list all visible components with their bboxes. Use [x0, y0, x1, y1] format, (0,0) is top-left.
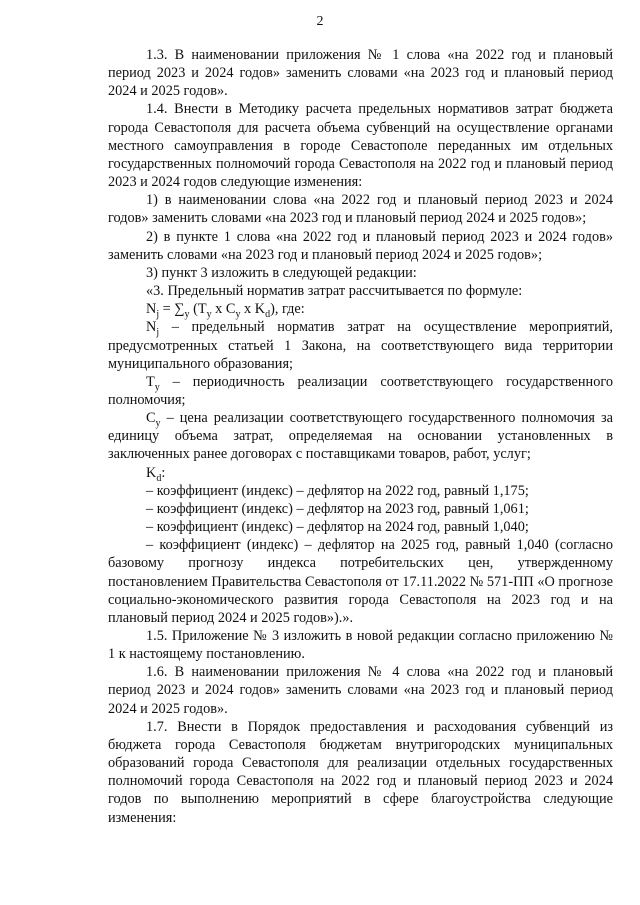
cy-text: – цена реализации соответствующего государственного полномочия за единицу объема затрат, определяемая на основании установленных в заключенных ранее договорах с поставщиками товаров, работ, услуг;: [108, 410, 613, 463]
subitem-1: 1) в наименовании слова «на 2022 год и плановый период 2023 и 2024 годов» заменить словами «на 2023 год и плановый период 2024 и 2025 годов»;: [108, 192, 613, 227]
formula-k-sub: d: [265, 309, 271, 321]
nj-sub: j: [156, 327, 160, 339]
coefficient-2024: – коэффициент (индекс) – дефлятор на 2024 год, равный 1,040;: [146, 519, 529, 536]
formula-close: ), где:: [270, 301, 305, 318]
formula-sum: = ∑: [159, 301, 185, 318]
formula-c-sub: y: [235, 309, 241, 321]
nj-symbol: N: [146, 319, 157, 336]
cy-symbol: C: [146, 410, 156, 427]
definition-cy: [108, 409, 613, 463]
ty-symbol: T: [146, 373, 155, 390]
kd-symbol: K: [146, 464, 157, 481]
page-number: 2: [316, 14, 324, 29]
formula-lhs: N: [146, 301, 157, 318]
ty-sub: y: [154, 381, 160, 393]
coefficient-2023: – коэффициент (индекс) – дефлятор на 2023 год, равный 1,061;: [146, 500, 529, 517]
formula: [108, 300, 613, 321]
coefficient-2022: – коэффициент (индекс) – дефлятор на 2022 год, равный 1,175;: [146, 482, 529, 499]
ty-text: – периодичность реализации соответствующего государственного полномочия;: [108, 373, 613, 408]
formula-open: (T: [189, 301, 207, 318]
subitem-3: 3) пункт 3 изложить в следующей редакции:: [146, 264, 417, 281]
norm-intro: «3. Предельный норматив затрат рассчитывается по формуле:: [146, 283, 523, 300]
paragraph-1-5: 1.5. Приложение № 3 изложить в новой редакции согласно приложению № 1 к настоящему постановлению.: [108, 628, 613, 663]
formula-times-k: x K: [240, 301, 266, 318]
formula-sum-sub: y: [184, 309, 190, 321]
cy-sub: y: [155, 417, 161, 429]
coefficient-2025: – коэффициент (индекс) – дефлятор на 2025 год, равный 1,040 (согласно базовому прогнозу индекса потребительских цен, утвержденному постановлением Правительства Севастополя от 17.11.2022 № 571-ПП «О прогнозе социально-экономического развития города Севастополя на 2023 год и на плановый период 2024 и 2025 годов»).».: [108, 537, 613, 626]
kd-sub: d: [156, 472, 162, 484]
subitem-2: 2) в пункте 1 слова «на 2022 год и плановый период 2023 и 2024 годов» заменить словами «на 2023 год и плановый период 2024 и 2025 годов»;: [108, 228, 613, 263]
paragraph-1-4: 1.4. Внести в Методику расчета предельных нормативов затрат бюджета города Севастополя для расчета объема субвенций на осуществление органами местного самоуправления в городе Севастополе переданных им отдельных государственных полномочий города Севастополя на 2022 год и плановый период 2023 и 2024 годов следующие изменения:: [108, 101, 613, 191]
paragraph-1-3: 1.3. В наименовании приложения № 1 слова «на 2022 год и плановый период 2023 и 2024 годов» заменить словами «на 2023 год и плановый период 2024 и 2025 годов».: [108, 47, 613, 100]
formula-lhs-sub: j: [156, 309, 160, 321]
formula-t-sub: y: [206, 309, 212, 321]
definition-ty: [108, 373, 613, 409]
paragraph-1-6: 1.6. В наименовании приложения № 4 слова «на 2022 год и плановый период 2023 и 2024 годов» заменить словами «на 2023 год и плановый период 2024 и 2025 годов».: [108, 664, 613, 717]
paragraph-1-7: 1.7. Внести в Порядок предоставления и расходования субвенций из бюджета города Севастополя бюджетам внутригородских муниципальных образований города Севастополя для реализации отдельных государственных полномочий города Севастополя на 2022 год и плановый период 2023 и 2024 годов по выполнению мероприятий в сфере благоустройства следующие изменения:: [108, 718, 613, 826]
nj-text: – предельный норматив затрат на осуществление мероприятий, предусмотренных статьей 1 Закона, на соответствующего вида территории муниципального образования;: [108, 319, 613, 372]
document-body: [108, 46, 613, 827]
formula-times-c: x C: [211, 301, 236, 318]
kd-text: :: [161, 464, 166, 481]
definition-nj: [108, 318, 613, 372]
definition-kd: [108, 464, 613, 482]
